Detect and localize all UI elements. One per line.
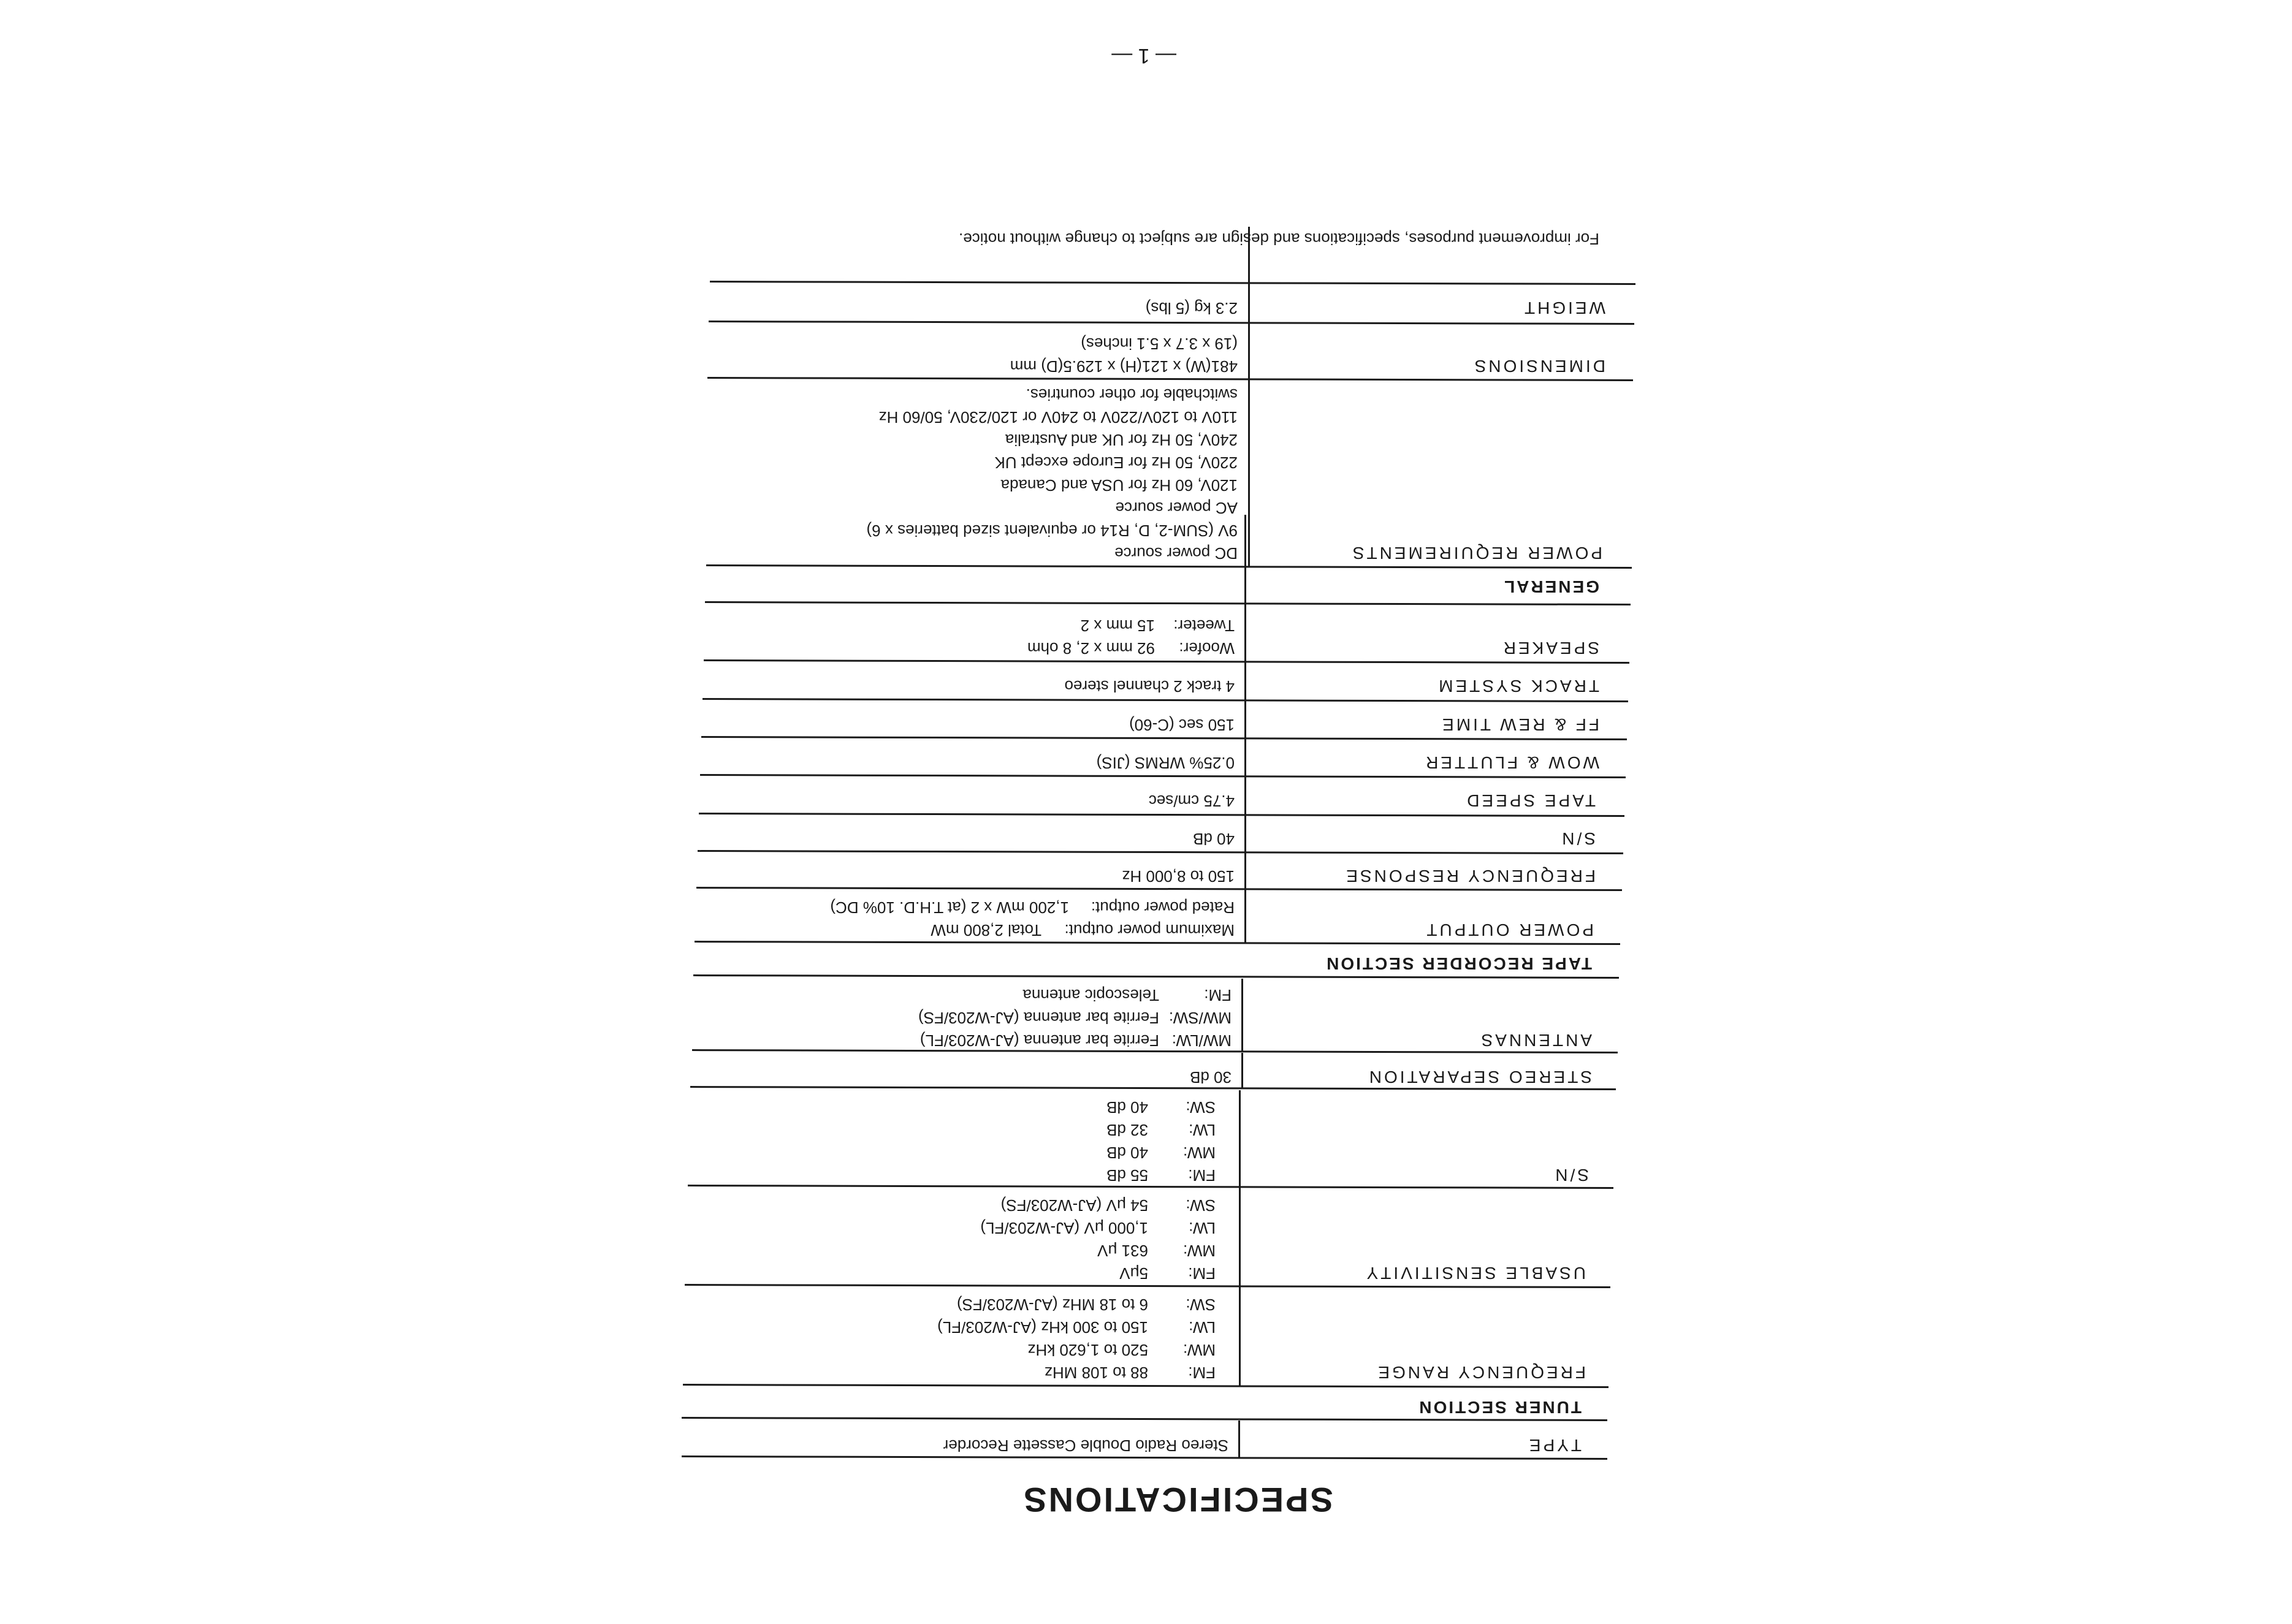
- band-label: SW:: [1186, 1296, 1216, 1314]
- power-requirements-line: 220V, 50 Hz for Europe except UK: [994, 453, 1238, 472]
- table-rule: [695, 941, 1620, 945]
- table-rule: [710, 281, 1635, 285]
- table-rule: [702, 698, 1628, 702]
- table-rule: [701, 736, 1627, 740]
- power-requirements-line: DC power source: [1114, 544, 1238, 563]
- tuner-sn-label: S/N: [1553, 1166, 1589, 1185]
- table-rule: [699, 813, 1624, 817]
- band-label: MW:: [1183, 1144, 1216, 1162]
- band-label: FM:: [1188, 1264, 1216, 1283]
- table-rule: [692, 1049, 1618, 1053]
- tape-sn-value: 40 dB: [1193, 830, 1235, 848]
- table-rule: [704, 659, 1629, 664]
- table-rule: [707, 377, 1633, 381]
- band-label: FM:: [1188, 1166, 1216, 1185]
- tape-speed-value: 4.75 cm/sec: [1148, 792, 1235, 810]
- dimensions-line: 481(W) x 121(H) x 129.5(D) mm: [1010, 357, 1238, 376]
- power-requirements-label: POWER REQUIREMENTS: [1350, 544, 1602, 563]
- column-divider: [1241, 979, 1243, 1052]
- column-divider: [1238, 1421, 1240, 1458]
- table-rule: [705, 601, 1631, 605]
- frequency-response-value: 150 to 8,000 Hz: [1122, 867, 1235, 886]
- section-heading-general: GENERAL: [1502, 577, 1599, 596]
- speaker-sub-value: 15 mm x 2: [1080, 617, 1155, 635]
- power-requirements-line: 240V, 50 Hz for UK and Australia: [1005, 431, 1238, 449]
- band-value: 40 dB: [1106, 1098, 1148, 1117]
- usable-sensitivity-label: USABLE SENSITIVITY: [1364, 1264, 1586, 1283]
- dimensions-line: (19 x 3.7 x 5.1 inches): [1081, 335, 1238, 353]
- band-value: 6 to 18 MHz (AJ-W203/FS): [956, 1296, 1148, 1314]
- table-rule: [688, 1185, 1613, 1189]
- column-divider: [1241, 1053, 1243, 1089]
- tape-speed-label: TAPE SPEED: [1464, 791, 1596, 810]
- band-label: MW:: [1183, 1242, 1216, 1260]
- power-requirements-line: 9V (SUM-2, D, R14 or equivalent sized batteries x 6): [866, 522, 1238, 540]
- footnote: For improvement purposes, specifications and design are subject to change without notice.: [959, 230, 1599, 248]
- speaker-sub-label: Woofer:: [1179, 639, 1235, 658]
- table-rule: [682, 1455, 1607, 1460]
- frequency-range-label: FREQUENCY RANGE: [1376, 1363, 1586, 1382]
- power-requirements-line: 120V, 60 Hz for USA and Canada: [1000, 476, 1238, 495]
- band-value: Telescopic antenna: [1022, 986, 1159, 1004]
- stereo-separation-label: STEREO SEPARATION: [1366, 1068, 1592, 1087]
- band-label: MW/LW:: [1171, 1031, 1232, 1050]
- band-label: FM:: [1204, 986, 1232, 1004]
- table-rule: [685, 1284, 1610, 1288]
- stereo-separation-value: 30 dB: [1190, 1068, 1232, 1087]
- column-divider: [1244, 515, 1246, 944]
- table-rule: [709, 321, 1634, 325]
- band-value: Ferrite bar antenna (AJ-W203/FS): [918, 1009, 1159, 1027]
- table-rule: [700, 774, 1626, 778]
- band-value: 520 to 1,620 kHz: [1027, 1341, 1148, 1359]
- type-label: TYPE: [1526, 1436, 1582, 1455]
- band-value: Ferrite bar antenna (AJ-W203/FL): [919, 1031, 1159, 1050]
- table-rule: [683, 1384, 1609, 1388]
- power-output-sub-value: Total 2,800 mW: [931, 921, 1041, 939]
- power-output-sub-label: Maximum power output:: [1064, 921, 1235, 939]
- band-value: 88 to 108 MHz: [1044, 1364, 1148, 1382]
- band-label: MW:: [1183, 1341, 1216, 1359]
- page-number: — 1 —: [1111, 44, 1176, 67]
- power-requirements-line: AC power source: [1115, 499, 1238, 517]
- band-value: 1,000 μV (AJ-W203/FL): [980, 1219, 1148, 1237]
- band-label: SW:: [1186, 1098, 1216, 1117]
- band-value: 631 μV: [1097, 1242, 1148, 1260]
- ff-rew-time-value: 150 sec (C-60): [1129, 716, 1235, 734]
- band-label: LW:: [1189, 1318, 1216, 1337]
- power-output-sub-value: 1,200 mW x 2 (at T.H.D. 10% DC): [830, 898, 1069, 917]
- type-value: Stereo Radio Double Cassette Recorder: [943, 1436, 1228, 1455]
- band-label: FM:: [1188, 1364, 1216, 1382]
- dimensions-label: DIMENSIONS: [1472, 357, 1605, 376]
- weight-label: WEIGHT: [1522, 298, 1605, 317]
- track-system-value: 4 track 2 channel stereo: [1064, 677, 1235, 696]
- band-value: 32 dB: [1106, 1121, 1148, 1139]
- track-system-label: TRACK SYSTEM: [1436, 677, 1599, 696]
- weight-value: 2.3 kg (5 lbs): [1145, 299, 1238, 317]
- band-label: MW/SW:: [1168, 1009, 1232, 1027]
- band-value: 40 dB: [1106, 1144, 1148, 1162]
- ff-rew-time-label: FF & REW TIME: [1440, 715, 1599, 734]
- page-title: SPECIFICATIONS: [1022, 1481, 1333, 1519]
- band-value: 55 dB: [1106, 1166, 1148, 1185]
- speaker-label: SPEAKER: [1501, 639, 1599, 658]
- column-divider: [1239, 1090, 1241, 1386]
- antennas-label: ANTENNAS: [1479, 1031, 1592, 1050]
- band-label: LW:: [1189, 1121, 1216, 1139]
- section-heading-tape-recorder: TAPE RECORDER SECTION: [1325, 954, 1592, 973]
- power-requirements-line: switchable for other countries.: [1026, 385, 1238, 404]
- band-value: 150 to 300 kHz (AJ-W203/FL): [937, 1318, 1148, 1337]
- column-divider: [1248, 227, 1250, 567]
- table-rule: [693, 974, 1619, 979]
- wow-flutter-value: 0.25% WRMS (JIS): [1096, 754, 1235, 772]
- speaker-sub-label: Tweeter:: [1173, 617, 1235, 635]
- frequency-response-label: FREQUENCY RESPONSE: [1344, 867, 1596, 886]
- table-rule: [706, 564, 1632, 569]
- table-rule: [696, 887, 1622, 891]
- band-value: 5μV: [1119, 1264, 1148, 1283]
- table-rule: [698, 850, 1623, 854]
- power-output-label: POWER OUTPUT: [1424, 920, 1594, 939]
- speaker-sub-value: 92 mm x 2, 8 ohm: [1027, 639, 1155, 658]
- table-rule: [690, 1086, 1616, 1090]
- table-rule: [682, 1417, 1607, 1421]
- band-label: SW:: [1186, 1196, 1216, 1215]
- section-heading-tuner: TUNER SECTION: [1417, 1398, 1582, 1417]
- wow-flutter-label: WOW & FLUTTER: [1423, 753, 1599, 772]
- power-requirements-line: 110V to 120V/220V to 240V or 120/230V, 50/60 Hz: [878, 408, 1238, 427]
- tape-sn-label: S/N: [1559, 829, 1596, 848]
- band-value: 54 μV (AJ-W203/FS): [1000, 1196, 1148, 1215]
- power-output-sub-label: Rated power output:: [1091, 898, 1235, 917]
- band-label: LW:: [1189, 1219, 1216, 1237]
